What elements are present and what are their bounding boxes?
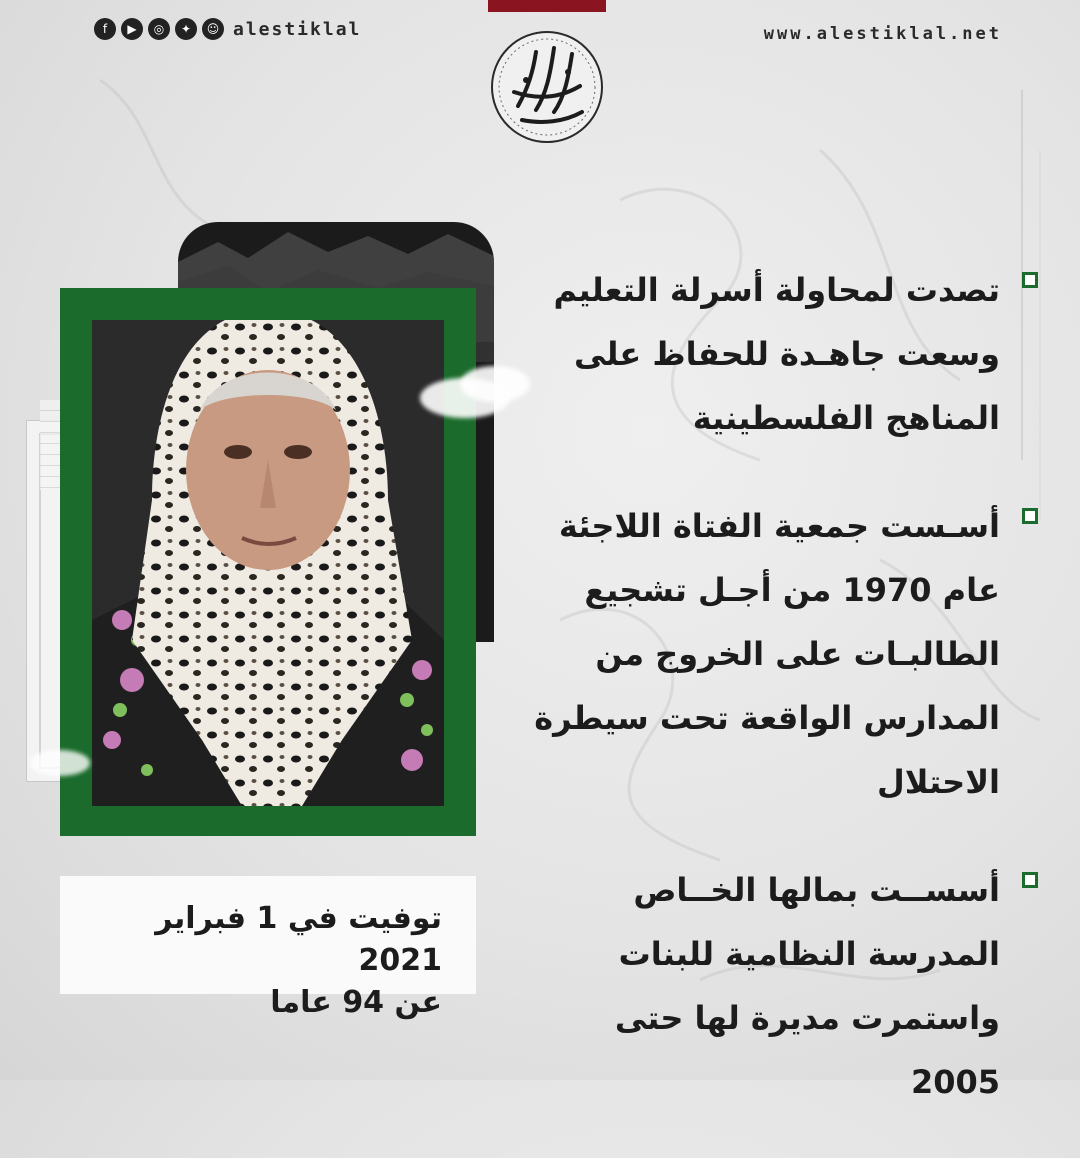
bullet-list [522,258,1042,1158]
caption-line: عن 94 عاما [270,985,442,1020]
bullet-item [522,494,1042,814]
brand-top-bar [488,0,606,12]
twitter-icon[interactable]: ✦ [175,18,197,40]
facebook-icon[interactable]: f [94,18,116,40]
death-caption [60,876,476,1020]
bullet-text: تصدت لمحاولة أسرلة التعليم وسعت جاهـدة للحفاظ على المناهج الفلسطينية [553,271,1000,437]
instagram-icon[interactable]: ◎ [148,18,170,40]
caption-line: توفيت في 1 فبراير 2021 [155,901,442,978]
bullet-item [522,858,1042,1114]
social-handle: alestiklal [233,18,362,40]
checkbox-bullet-icon [1022,272,1038,288]
cloud-decoration [30,750,90,776]
bullet-text: أسـست جمعية الفتاة اللاجئة عام 1970 من أجـل تشجيع الطالبـات على الخروج من المدارس الواقعة تحت سيطرة الاحتلال [534,507,1000,801]
bullet-text: أسســت بمالها الخــاص المدرسة النظامية للبنات واستمرت مديرة لها حتى 2005 [614,871,1000,1101]
checkbox-bullet-icon [1022,872,1038,888]
snapchat-icon[interactable]: ☺ [202,18,224,40]
bullet-item [522,258,1042,450]
youtube-icon[interactable]: ▶ [121,18,143,40]
website-url[interactable]: www.alestiklal.net [763,24,1002,44]
cloud-decoration [460,366,530,402]
social-links [94,18,361,40]
alestiklal-logo [488,28,606,146]
checkbox-bullet-icon [1022,508,1038,524]
portrait-photo [92,320,444,806]
